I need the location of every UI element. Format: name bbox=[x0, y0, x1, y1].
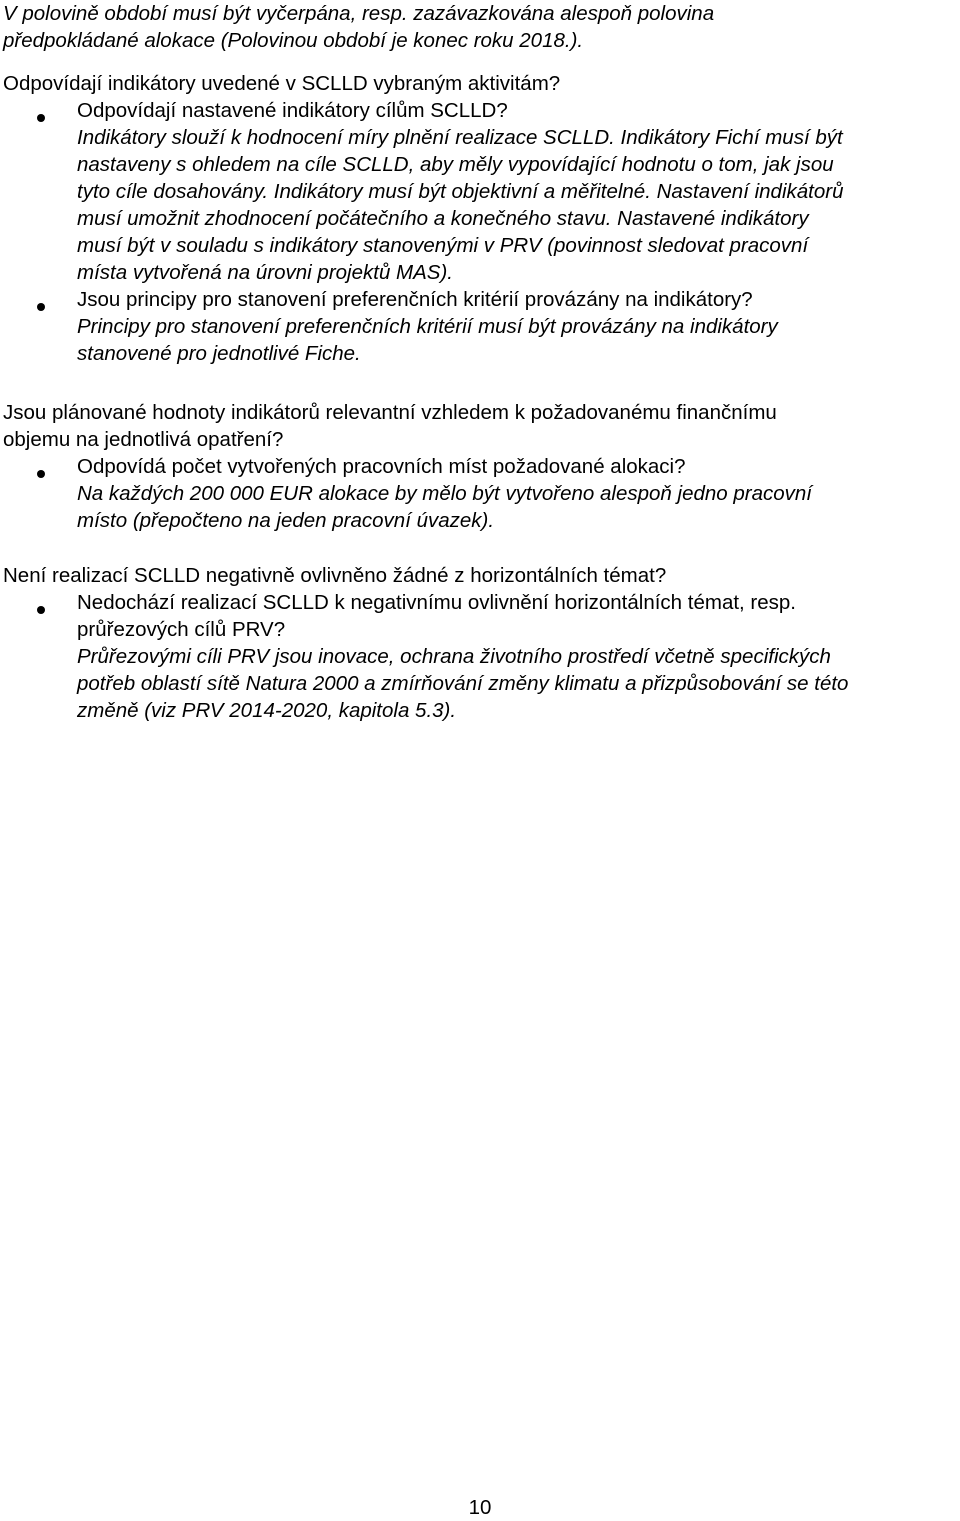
section-1-question: Odpovídají indikátory uvedené v SCLLD vybraným aktivitám? bbox=[3, 72, 561, 95]
section-1-answer-1: Indikátory slouží k hodnocení míry plnění realizace SCLLD. Indikátory Fichí musí být nastaveny s ohledem na cíle SCLLD, aby měly vypovídající hodnotu o tom, jak jsou tyto cíle dosahovány. Indikátory musí být objektivní a měřitelné. Nastavení indikátorů musí umožnit zhodnocení počátečního a konečného stavu. Nastavené indikátory musí být v souladu s indikátory stanovenými v PRV (povinnost sledovat pracovní místa vytvořená na úrovni projektů MAS). bbox=[77, 126, 844, 284]
bullet-icon bbox=[37, 470, 45, 478]
section-2-answer-1: Na každých 200 000 EUR alokace by mělo být vytvořeno alespoň jedno pracovní místo (přepočteno na jeden pracovní úvazek). bbox=[77, 482, 813, 532]
section-1-subquestion-2: Jsou principy pro stanovení preferenčních kritérií provázány na indikátory? bbox=[77, 288, 753, 311]
section-1-subquestion-1: Odpovídají nastavené indikátory cílům SCLLD? bbox=[77, 99, 508, 122]
section-2-subquestion-1: Odpovídá počet vytvořených pracovních míst požadované alokaci? bbox=[77, 455, 686, 478]
page-number: 10 bbox=[468, 1496, 492, 1519]
section-3-answer-1: Průřezovými cíli PRV jsou inovace, ochrana životního prostředí včetně specifických potřeb oblastí sítě Natura 2000 a zmírňování změny klimatu a přizpůsobování se této změně (viz PRV 2014-2020, kapitola 5.3). bbox=[77, 645, 849, 722]
bullet-icon bbox=[37, 114, 45, 122]
continuation-paragraph: V polovině období musí být vyčerpána, resp. zazávazkována alespoň polovina předpokládané alokace (Polovinou období je konec roku 2018.). bbox=[3, 2, 715, 52]
bullet-icon bbox=[37, 606, 45, 614]
section-3-subquestion-1: Nedochází realizací SCLLD k negativnímu ovlivnění horizontálních témat, resp. průřezových cílů PRV? bbox=[77, 591, 797, 641]
section-3-question: Není realizací SCLLD negativně ovlivněno žádné z horizontálních témat? bbox=[3, 564, 667, 587]
bullet-icon bbox=[37, 303, 45, 311]
section-2-question: Jsou plánované hodnoty indikátorů relevantní vzhledem k požadovanému finančnímu objemu na jednotlivá opatření? bbox=[3, 401, 777, 451]
section-1-answer-2: Principy pro stanovení preferenčních kritérií musí být provázány na indikátory stanovené pro jednotlivé Fiche. bbox=[77, 315, 778, 365]
